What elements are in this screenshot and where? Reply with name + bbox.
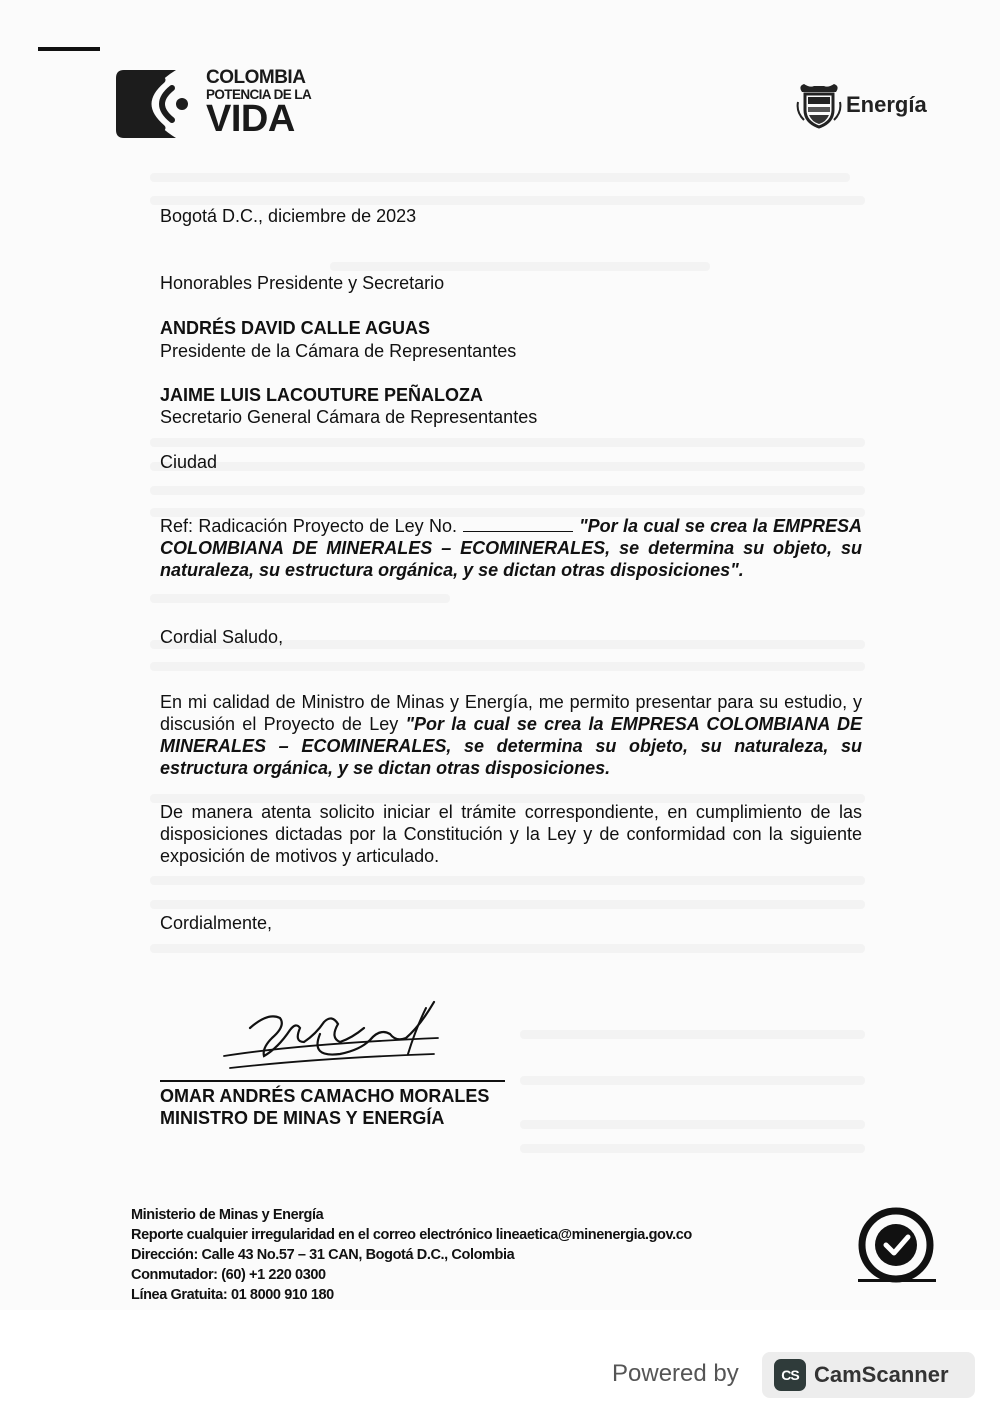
bleed-through-line: [520, 1144, 865, 1153]
signature-line: [160, 1080, 505, 1082]
bleed-through-line: [150, 900, 865, 909]
bleed-through-line: [520, 1120, 865, 1129]
powered-by-label: Powered by: [612, 1360, 739, 1387]
bleed-through-line: [150, 594, 450, 603]
camscanner-badge: [762, 1352, 975, 1398]
footer-toll-free: Línea Gratuita: 01 8000 910 180: [131, 1287, 334, 1303]
reference-prefix: Ref: Radicación Proyecto de Ley No.: [160, 516, 458, 536]
coat-of-arms-icon: [796, 80, 842, 130]
signer-title: MINISTRO DE MINAS Y ENERGÍA: [160, 1108, 445, 1128]
bleed-through-line: [520, 1076, 865, 1085]
bill-number-blank: [463, 516, 573, 532]
body-paragraph-1: [160, 691, 862, 779]
recipient1-name: ANDRÉS DAVID CALLE AGUAS: [160, 318, 431, 338]
footer-org: Ministerio de Minas y Energía: [131, 1207, 324, 1223]
city-line: Ciudad: [160, 452, 218, 472]
signer-name: OMAR ANDRÉS CAMACHO MORALES: [160, 1086, 490, 1106]
bleed-through-line: [150, 173, 850, 182]
bleed-through-line: [150, 438, 865, 447]
bleed-through-line: [150, 196, 865, 205]
camscanner-name: CamScanner: [814, 1362, 949, 1387]
brand-line-3: VIDA: [206, 97, 295, 140]
bleed-through-line: [150, 486, 865, 495]
reference-paragraph: [160, 515, 862, 581]
handwritten-signature: [220, 998, 450, 1073]
letter-footer: [131, 1205, 692, 1305]
brand-line-2: POTENCIA DE LA: [206, 87, 312, 102]
greeting: Cordial Saludo,: [160, 627, 284, 647]
bleed-through-line: [150, 462, 865, 471]
recipient2-name: JAIME LUIS LACOUTURE PEÑALOZA: [160, 385, 484, 405]
body1-bill-title: "Por la cual se crea la EMPRESA COLOMBIANA DE MINERALES – ECOMINERALES, se determina su objeto, su naturaleza, su estructura orgánica, y se dictan otras disposiciones.: [160, 714, 862, 778]
salutation-recipients: Honorables Presidente y Secretario: [160, 273, 445, 293]
footer-address: Dirección: Calle 43 No.57 – 31 CAN, Bogotá D.C., Colombia: [131, 1247, 515, 1263]
radio-waves-icon: [114, 66, 198, 142]
scan-artifact-mark: [38, 47, 100, 51]
reference-bill-title: "Por la cual se crea la EMPRESA COLOMBIANA DE MINERALES – ECOMINERALES, se determina su objeto, su naturaleza, su estructura orgánica, y se dictan otras disposiciones".: [160, 516, 862, 580]
camscanner-logo-icon: CS: [774, 1359, 806, 1391]
body1-text: En mi calidad de Ministro de Minas y Energía, me permito presentar para su estudio, y discusión el Proyecto de Ley: [160, 692, 862, 734]
footer-report: Reporte cualquier irregularidad en el correo electrónico lineaetica@minenergia.gov.co: [131, 1227, 692, 1243]
certification-seal-icon: [854, 1207, 940, 1289]
bleed-through-line: [150, 662, 865, 671]
body-paragraph-2: De manera atenta solicito iniciar el trámite correspondiente, en cumplimiento de las disposiciones dictadas por la Constitución y la Ley y de conformidad con la siguiente exposición de motivos y articulado.: [160, 802, 862, 866]
closing: Cordialmente,: [160, 913, 273, 933]
bleed-through-line: [150, 876, 865, 885]
bleed-through-line: [330, 262, 710, 271]
bleed-through-line: [520, 1030, 865, 1039]
recipient1-title: Presidente de la Cámara de Representantes: [160, 341, 517, 361]
ministry-label: Energía: [846, 92, 927, 117]
bleed-through-line: [150, 944, 865, 953]
colombia-potencia-logo: [114, 66, 324, 142]
brand-line-1: COLOMBIA: [206, 67, 306, 88]
footer-phone: Conmutador: (60) +1 220 0300: [131, 1267, 326, 1283]
brand-wordmark: [206, 68, 311, 138]
recipient2-title: Secretario General Cámara de Representantes: [160, 407, 538, 427]
place-date: Bogotá D.C., diciembre de 2023: [160, 206, 417, 226]
